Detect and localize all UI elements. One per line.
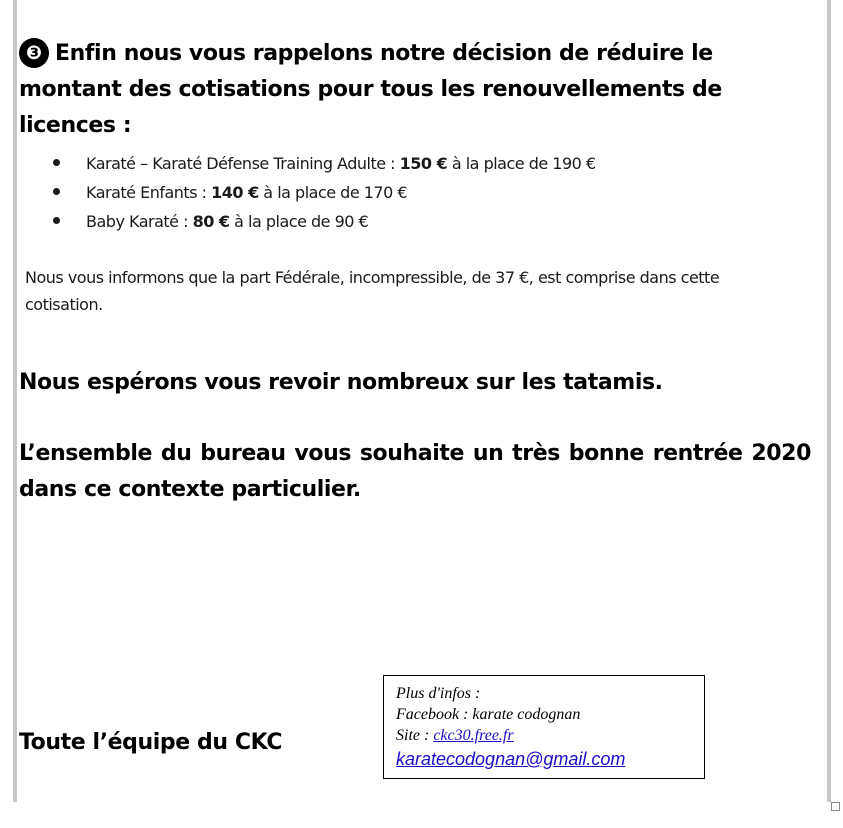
federal-note: Nous vous informons que la part Fédérale, incompressible, de 37 €, est comprise dans cette cotisation. (25, 268, 720, 314)
fee-old-price: à la place de 170 € (258, 183, 408, 202)
fee-name: Karaté – Karaté Défense Training Adulte : (86, 154, 400, 173)
resize-handle[interactable] (831, 802, 840, 811)
fee-new-price: 150 € (399, 154, 448, 173)
fee-new-price: 140 € (211, 183, 259, 202)
fee-old-price: à la place de 190 € (447, 154, 596, 173)
site-line (396, 725, 704, 746)
number-three-icon: ❸ (19, 38, 49, 68)
left-margin-bar (13, 0, 17, 802)
site-label: Site : (396, 727, 434, 744)
site-link[interactable]: ckc30.free.fr (433, 727, 514, 744)
fee-name: Karaté Enfants : (86, 183, 212, 202)
info-heading: Plus d'infos : (396, 685, 481, 702)
hope-paragraph: Nous espérons vous revoir nombreux sur les tatamis. (19, 370, 663, 395)
signature: Toute l’équipe du CKC (19, 730, 283, 755)
email-link[interactable]: karatecodognan@gmail.com (396, 749, 626, 769)
facebook-line: Facebook : karate codognan (396, 706, 581, 723)
email-line (396, 746, 704, 772)
list-item (53, 149, 596, 178)
bullet-icon (53, 188, 60, 195)
wish-paragraph: L’ensemble du bureau vous souhaite un très bonne rentrée 2020 dans ce contexte particulier. (19, 441, 811, 502)
intro-text: Enfin nous vous rappelons notre décision de réduire le montant des cotisations pour tous les renouvellements de licences : (19, 41, 722, 138)
fee-old-price: à la place de 90 € (229, 212, 369, 231)
right-margin-bar (827, 0, 831, 802)
list-item (53, 178, 596, 207)
fee-new-price: 80 € (192, 212, 230, 231)
list-item (53, 207, 596, 236)
intro-paragraph (19, 36, 811, 144)
fee-name: Baby Karaté : (86, 212, 193, 231)
bullet-icon (53, 159, 60, 166)
bullet-icon (53, 217, 60, 224)
fee-list (53, 149, 596, 236)
info-box (383, 675, 705, 779)
